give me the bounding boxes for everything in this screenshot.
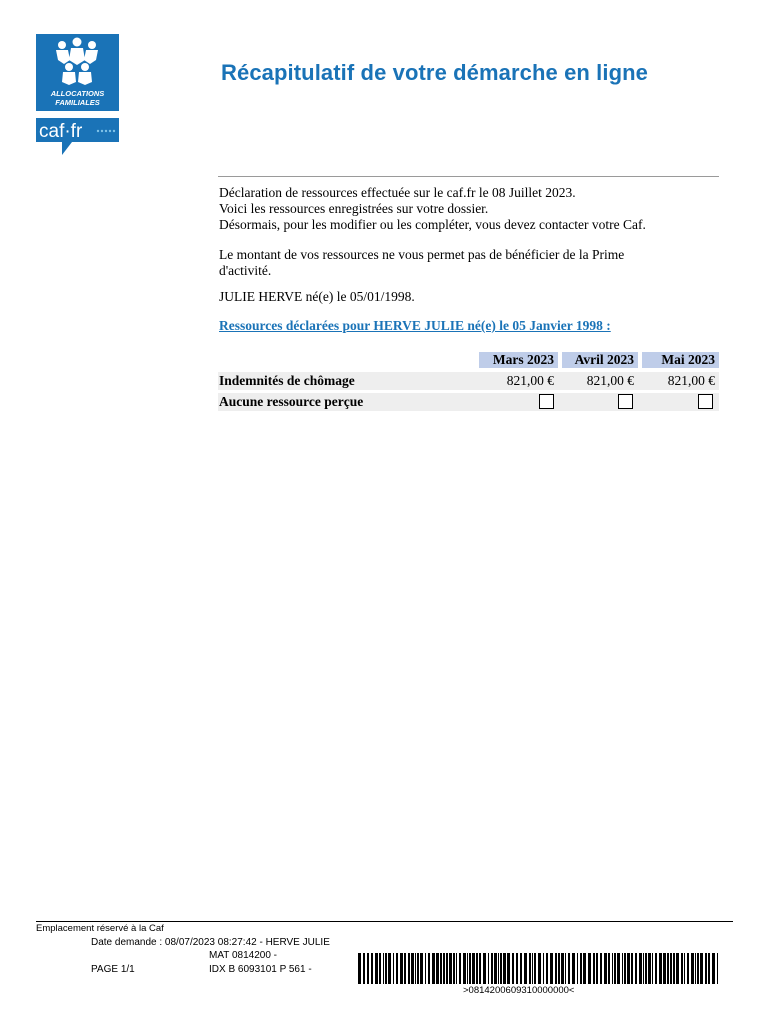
barcode-bar	[583, 953, 586, 984]
barcode-bar	[643, 953, 644, 984]
barcode-bar	[512, 953, 514, 984]
barcode-bar	[655, 953, 657, 984]
no-resource-checkbox-april[interactable]	[618, 394, 633, 409]
month-header: Mai 2023	[642, 352, 719, 368]
barcode-bar	[538, 953, 541, 984]
barcode-bar	[383, 953, 384, 984]
barcode-bar	[627, 953, 630, 984]
barcode-bar	[700, 953, 703, 984]
prime-line: d'activité.	[219, 263, 272, 278]
barcode-bar	[436, 953, 439, 984]
barcode-bar	[670, 953, 672, 984]
intro-line: Déclaration de ressources effectuée sur le caf.fr le 08 Juillet 2023.	[219, 185, 576, 200]
barcode-bar	[663, 953, 666, 984]
barcode-bar	[717, 953, 718, 984]
barcode-bar	[691, 953, 694, 984]
intro-line: Désormais, pour les modifier ou les compléter, vous devez contacter votre Caf.	[219, 217, 646, 232]
barcode-bar	[588, 953, 591, 984]
amount-cell: 821,00 €	[506, 373, 554, 388]
barcode-bar	[558, 953, 560, 984]
barcode-bar	[440, 953, 442, 984]
barcode-bar	[667, 953, 669, 984]
barcode-bar	[491, 953, 493, 984]
barcode-bar	[408, 953, 410, 984]
barcode	[358, 953, 720, 984]
barcode-bar	[494, 953, 497, 984]
barcode-bar	[546, 953, 548, 984]
barcode-bar	[614, 953, 616, 984]
barcode-bar	[622, 953, 623, 984]
page-title: Récapitulatif de votre démarche en ligne	[221, 60, 649, 85]
row-label: Indemnités de chômage	[219, 373, 355, 388]
barcode-bar	[385, 953, 387, 984]
barcode-bar	[459, 953, 461, 984]
barcode-bar	[503, 953, 506, 984]
barcode-bar	[705, 953, 707, 984]
barcode-bar	[604, 953, 607, 984]
barcode-bar	[648, 953, 651, 984]
barcode-bar	[635, 953, 637, 984]
barcode-bar	[488, 953, 489, 984]
barcode-bar	[469, 953, 471, 984]
reserved-area-label: Emplacement réservé à la Caf	[36, 923, 164, 934]
table-row	[218, 372, 719, 390]
table-row	[218, 393, 719, 411]
barcode-bar	[453, 953, 455, 984]
barcode-bar	[476, 953, 478, 984]
no-resource-checkbox-march[interactable]	[539, 394, 554, 409]
prime-paragraph	[219, 247, 624, 279]
barcode-bar	[568, 953, 570, 984]
barcode-bar	[681, 953, 683, 984]
intro-paragraph	[219, 185, 646, 233]
caf-logo	[36, 34, 119, 156]
barcode-bar	[561, 953, 564, 984]
barcode-bar	[371, 953, 373, 984]
barcode-bar	[516, 953, 518, 984]
barcode-bar	[529, 953, 531, 984]
barcode-bar	[659, 953, 662, 984]
barcode-bar	[534, 953, 536, 984]
logo-text-line1: ALLOCATIONS	[50, 89, 105, 98]
barcode-bar	[524, 953, 527, 984]
barcode-bar	[379, 953, 381, 984]
identity-line: JULIE HERVE né(e) le 05/01/1998.	[219, 289, 415, 304]
barcode-bar	[367, 953, 369, 984]
barcode-bar	[420, 953, 423, 984]
barcode-bar	[684, 953, 685, 984]
no-resource-checkbox-may[interactable]	[698, 394, 713, 409]
barcode-bar	[498, 953, 499, 984]
barcode-bar	[449, 953, 452, 984]
amount-cell: 821,00 €	[667, 373, 715, 388]
barcode-bar	[415, 953, 416, 984]
barcode-bar	[543, 953, 544, 984]
logo-cafr-text: caf·fr	[39, 121, 83, 142]
barcode-bar	[617, 953, 620, 984]
barcode-bar	[358, 953, 361, 984]
barcode-bar	[463, 953, 466, 984]
idx-number: IDX B 6093101 P 561 -	[209, 964, 312, 975]
barcode-bar	[600, 953, 602, 984]
barcode-bar	[417, 953, 419, 984]
barcode-bar	[596, 953, 598, 984]
barcode-bar	[673, 953, 675, 984]
barcode-bar	[446, 953, 448, 984]
barcode-bar	[555, 953, 557, 984]
barcode-bar	[631, 953, 633, 984]
resources-heading: Ressources déclarées pour HERVE JULIE né(e) le 05 Janvier 1998 :	[219, 318, 611, 333]
barcode-bar	[396, 953, 398, 984]
barcode-bar	[697, 953, 699, 984]
row-label: Aucune ressource perçue	[219, 394, 364, 409]
barcode-bar	[428, 953, 430, 984]
barcode-bar	[580, 953, 582, 984]
barcode-bar	[363, 953, 365, 984]
barcode-bar	[393, 953, 394, 984]
barcode-bar	[467, 953, 468, 984]
mat-number: MAT 0814200 -	[209, 950, 278, 961]
barcode-bar	[388, 953, 391, 984]
footer-divider	[36, 921, 733, 922]
barcode-bar	[687, 953, 689, 984]
amount-cell: 821,00 €	[586, 373, 634, 388]
barcode-bar	[404, 953, 406, 984]
barcode-bar	[456, 953, 457, 984]
prime-line: Le montant de vos ressources ne vous permet pas de bénéficier de la Prime	[219, 247, 625, 262]
barcode-bar	[375, 953, 378, 984]
barcode-bar	[411, 953, 414, 984]
barcode-bar	[520, 953, 522, 984]
barcode-bar	[483, 953, 486, 984]
barcode-bar	[425, 953, 426, 984]
barcode-bar	[565, 953, 566, 984]
barcode-bar	[577, 953, 578, 984]
barcode-bar	[608, 953, 610, 984]
barcode-bar	[472, 953, 475, 984]
month-header: Mars 2023	[479, 352, 558, 368]
logo-text-line2: FAMILIALES	[55, 98, 100, 107]
barcode-bar	[624, 953, 626, 984]
barcode-bar	[550, 953, 553, 984]
barcode-bar	[507, 953, 510, 984]
barcode-bar	[400, 953, 403, 984]
barcode-bar	[712, 953, 715, 984]
barcode-bar	[500, 953, 502, 984]
request-date: Date demande : 08/07/2023 08:27:42 - HERVE JULIE	[91, 937, 330, 948]
barcode-bar	[432, 953, 435, 984]
barcode-bar	[639, 953, 642, 984]
barcode-bar	[695, 953, 696, 984]
page-number: PAGE 1/1	[91, 964, 135, 975]
barcode-bar	[612, 953, 613, 984]
barcode-bar	[645, 953, 647, 984]
barcode-bar	[708, 953, 710, 984]
top-divider	[218, 176, 719, 177]
month-header: Avril 2023	[562, 352, 638, 368]
barcode-bar	[652, 953, 653, 984]
barcode-bar	[532, 953, 533, 984]
intro-line: Voici les ressources enregistrées sur votre dossier.	[219, 201, 489, 216]
barcode-bar	[572, 953, 575, 984]
barcode-text: >0814200609310000000<	[463, 985, 575, 996]
barcode-bar	[593, 953, 595, 984]
barcode-bar	[443, 953, 445, 984]
barcode-bar	[479, 953, 481, 984]
barcode-bar	[676, 953, 679, 984]
